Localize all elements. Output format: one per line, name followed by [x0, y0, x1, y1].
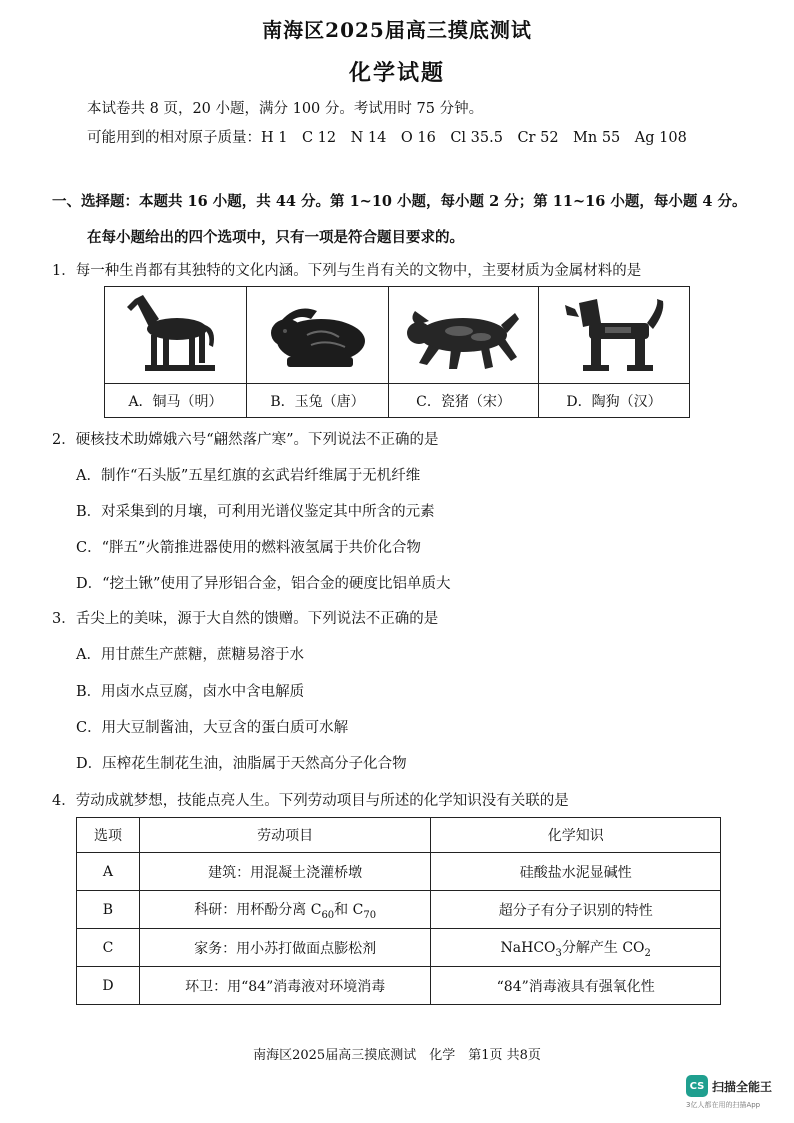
q3-option-c: C．用大豆制酱油，大豆含的蛋白质可水解 — [76, 720, 349, 736]
scanner-tagline: 3亿人都在用的扫描App — [686, 1101, 761, 1109]
q4-stem: 4．劳动成就梦想，技能点亮人生。下列劳动项目与所述的化学知识没有关联的是 — [52, 793, 569, 809]
q4-row-c-key: C — [77, 929, 140, 967]
page-footer: 南海区2025届高三摸底测试 化学 第1页 共8页 — [253, 1048, 541, 1063]
q4-row-c-knowledge: NaHCO$_3$分解产生 $CO_2$ — [431, 929, 721, 967]
q4-header-option: 选项 — [77, 818, 140, 853]
jade-rabbit-image — [247, 289, 389, 383]
q4-header-labor: 劳动项目 — [139, 818, 431, 853]
q4-row-a-key: A — [77, 853, 140, 891]
q3-option-d: D．压榨花生制花生油，油脂属于天然高分子化合物 — [76, 756, 407, 772]
q1-option-d-label: D．陶狗（汉） — [539, 383, 689, 418]
q4-row-d-labor: 环卫：用“84”消毒液对环境消毒 — [139, 967, 431, 1005]
q2-option-b: B．对采集到的月壤，可利用光谱仪鉴定其中所含的元素 — [76, 504, 435, 520]
table-row — [77, 929, 721, 967]
table-row — [77, 967, 721, 1005]
porcelain-pig-image — [389, 289, 539, 383]
q4-header-knowledge: 化学知识 — [431, 818, 721, 853]
q3-stem: 3．舌尖上的美味，源于大自然的馈赠。下列说法不正确的是 — [52, 611, 439, 627]
q2-option-c: C．“胖五”火箭推进器使用的燃料液氢属于共价化合物 — [76, 540, 421, 556]
q4-row-d-knowledge: “84”消毒液具有强氧化性 — [431, 967, 721, 1005]
scanner-watermark — [686, 1075, 772, 1097]
pottery-dog-image — [539, 289, 689, 383]
q4-row-b-key: B — [77, 891, 140, 929]
q1-option-c — [389, 287, 539, 417]
q1-option-a-label: A．铜马（明） — [105, 383, 246, 418]
q4-row-b-knowledge: 超分子有分子识别的特性 — [431, 891, 721, 929]
q4-row-c-labor: 家务：用小苏打做面点膨松剂 — [139, 929, 431, 967]
q4-header-row — [77, 818, 721, 853]
section-heading: 一、选择题：本题共 16 小题，共 44 分。第 1~10 小题，每小题 2 分；第 11~16 小题，每小题 4 分。 — [52, 193, 747, 210]
q4-row-a-labor: 建筑：用混凝土浇灌桥墩 — [139, 853, 431, 891]
q1-option-c-label: C．瓷猪（宋） — [389, 383, 538, 418]
q4-table — [76, 817, 721, 1005]
bronze-horse-image — [105, 289, 247, 383]
q1-image-table — [104, 286, 690, 418]
q2-option-d: D．“挖土锹”使用了异形铝合金，铝合金的硬度比铝单质大 — [76, 576, 451, 592]
q3-option-b: B．用卤水点豆腐，卤水中含电解质 — [76, 684, 305, 700]
scanner-logo-icon: CS — [686, 1075, 708, 1097]
q1-option-a — [105, 287, 247, 417]
table-row — [77, 891, 721, 929]
exam-intro: 本试卷共 8 页，20 小题，满分 100 分。考试用时 75 分钟。 — [87, 101, 484, 117]
q4-row-a-knowledge: 硅酸盐水泥显碱性 — [431, 853, 721, 891]
atomic-masses: 可能用到的相对原子质量：H 1 C 12 N 14 O 16 Cl 35.5 Cr 52 Mn 55 Ag 108 — [87, 130, 687, 146]
q1-option-b — [247, 287, 389, 417]
subject-title: 化学试题 — [348, 60, 445, 86]
q4-row-d-key: D — [77, 967, 140, 1005]
q3-option-a: A．用甘蔗生产蔗糖，蔗糖易溶于水 — [76, 647, 304, 663]
table-row — [77, 853, 721, 891]
q2-stem: 2．硬核技术助嫦娥六号“翩然落广寒”。下列说法不正确的是 — [52, 432, 439, 448]
q1-option-d — [539, 287, 689, 417]
exam-title: 南海区2025届高三摸底测试 — [262, 18, 532, 42]
q1-option-b-label: B．玉兔（唐） — [247, 383, 388, 418]
q2-option-a: A．制作“石头版”五星红旗的玄武岩纤维属于无机纤维 — [76, 468, 421, 484]
q4-row-b-labor: 科研：用杯酚分离 $C_{60}$和 $C_{70}$ — [139, 891, 431, 929]
scanner-name: 扫描全能王 — [712, 1079, 773, 1094]
q1-stem: 1．每一种生肖都有其独特的文化内涵。下列与生肖有关的文物中，主要材质为金属材料的是 — [52, 263, 642, 279]
section-instruction: 在每小题给出的四个选项中，只有一项是符合题目要求的。 — [87, 229, 464, 246]
